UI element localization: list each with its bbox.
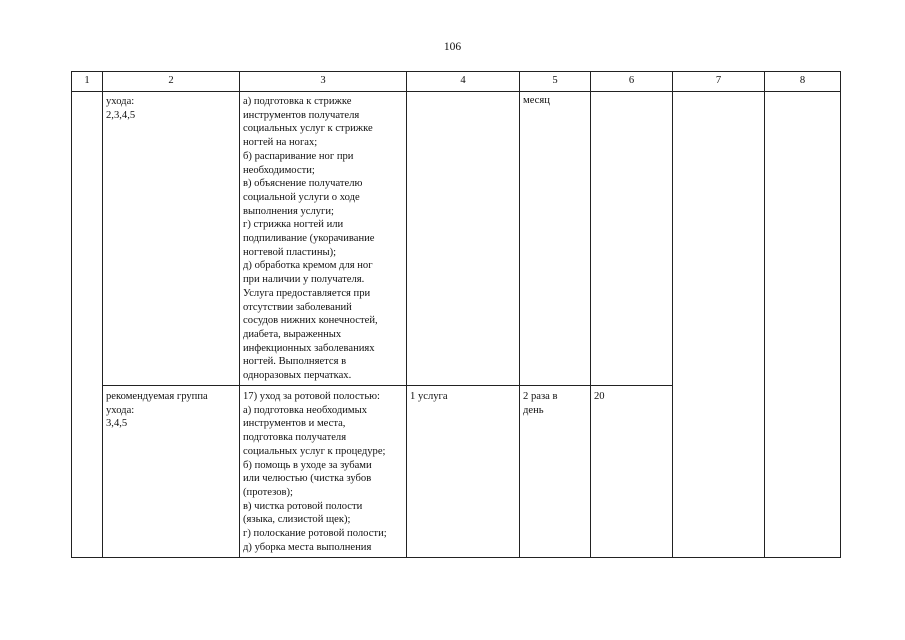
header-cell-4: 4 — [407, 72, 520, 92]
description-line: инструментов и места, — [243, 418, 346, 430]
time-cell — [591, 92, 673, 386]
description-line: б) распаривание ног при — [243, 150, 354, 162]
care-group-cell — [103, 386, 240, 558]
table-row — [72, 92, 841, 386]
description-line: социальных услуг к процедуре; — [243, 445, 386, 457]
description-line: а) подготовка необходимых — [243, 404, 368, 416]
header-cell-3: 3 — [240, 72, 407, 92]
care-group-line: ухода: — [106, 404, 135, 416]
care-group-line: 2,3,4,5 — [106, 109, 136, 121]
frequency-cell — [520, 386, 591, 558]
description-line: ногтей на ногах; — [243, 137, 318, 149]
description-line: подпиливание (укорачивание — [243, 233, 375, 245]
volume-cell: 1 услуга — [407, 386, 520, 558]
service-description-cell — [240, 92, 407, 386]
description-line: необходимости; — [243, 164, 315, 176]
care-group-line: 3,4,5 — [106, 418, 128, 430]
description-line: (языка, слизистой щек); — [243, 514, 351, 526]
description-line: одноразовых перчатках. — [243, 370, 352, 382]
frequency-cell: месяц — [520, 92, 591, 386]
header-cell-2: 2 — [103, 72, 240, 92]
description-line: (протезов); — [243, 486, 294, 498]
services-table — [71, 71, 841, 558]
description-line: г) полоскание ротовой полости; — [243, 528, 387, 540]
description-line: в) чистка ротовой полости — [243, 500, 363, 512]
description-line: д) уборка места выполнения — [243, 541, 372, 553]
care-group-line: рекомендуемая группа — [106, 391, 208, 402]
care-group-cell — [103, 92, 240, 386]
care-group-line: ухода: — [106, 96, 135, 107]
frequency-line: 2 раза в — [523, 391, 558, 402]
description-line: д) обработка кремом для ног — [243, 260, 373, 272]
description-line: ногтевой пластины); — [243, 246, 337, 258]
header-cell-6: 6 — [591, 72, 673, 92]
row-cell-col1 — [72, 92, 103, 558]
description-line: инструментов получателя — [243, 109, 360, 121]
description-line: диабета, выраженных — [243, 328, 342, 340]
description-line: сосудов нижних конечностей, — [243, 315, 378, 327]
description-line: в) объяснение получателю — [243, 178, 363, 190]
description-line: б) помощь в уходе за зубами — [243, 459, 372, 471]
description-line: выполнения услуги; — [243, 205, 335, 217]
description-line: подготовка получателя — [243, 432, 347, 444]
header-cell-5: 5 — [520, 72, 591, 92]
header-cell-1: 1 — [72, 72, 103, 92]
table-header-row — [72, 72, 841, 92]
description-line: г) стрижка ногтей или — [243, 219, 344, 231]
description-line: социальных услуг к стрижке — [243, 123, 373, 135]
description-line: а) подготовка к стрижке — [243, 96, 352, 107]
description-line: или челюстью (чистка зубов — [243, 473, 372, 485]
description-line: инфекционных заболеваниях — [243, 342, 375, 354]
volume-cell — [407, 92, 520, 386]
description-line: 17) уход за ротовой полостью: — [243, 391, 381, 402]
description-line: Услуга предоставляется при — [243, 287, 371, 299]
description-line: при наличии у получателя. — [243, 274, 365, 286]
header-cell-8: 8 — [765, 72, 841, 92]
description-line: ногтей. Выполняется в — [243, 356, 347, 368]
service-description-cell — [240, 386, 407, 558]
header-cell-7: 7 — [673, 72, 765, 92]
row-cell-col7 — [673, 92, 765, 558]
time-cell: 20 — [591, 386, 673, 558]
row-cell-col8 — [765, 92, 841, 558]
description-line: отсутствии заболеваний — [243, 301, 352, 313]
frequency-line: день — [523, 404, 544, 416]
page-number: 106 — [443, 41, 462, 53]
description-line: социальной услуги о ходе — [243, 191, 360, 203]
